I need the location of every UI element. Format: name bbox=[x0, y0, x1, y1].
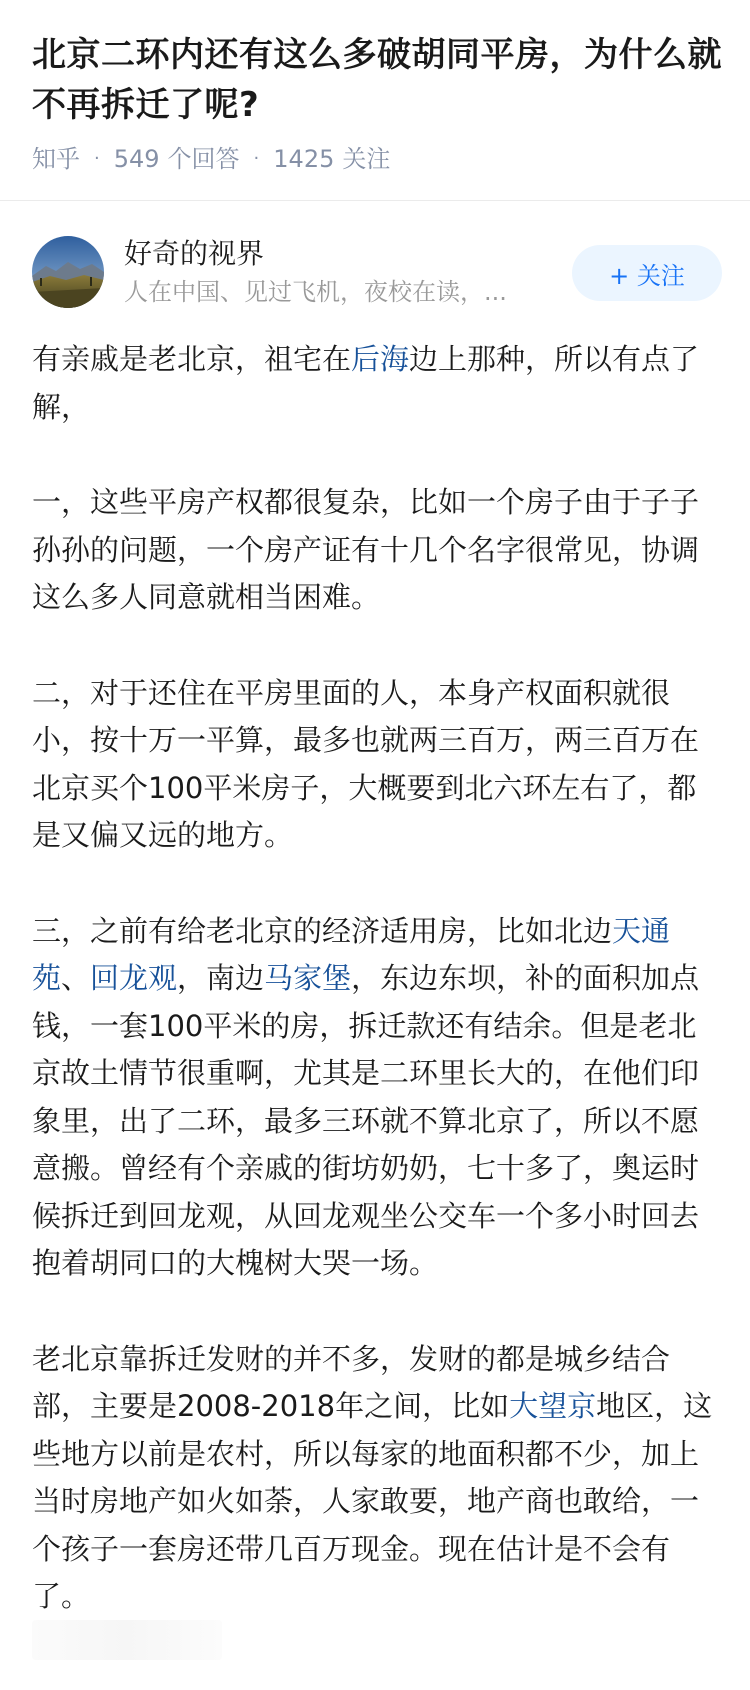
avatar-landscape-image bbox=[32, 236, 104, 308]
paragraph-text: 有亲戚是老北京，祖宅在 bbox=[32, 342, 352, 376]
author-bar bbox=[32, 236, 722, 310]
follow-count: 1425 bbox=[273, 145, 335, 173]
paragraph-text: 老北京靠拆迁发财的并不多，发财的都是城乡结合部，主要是2008-2018年之间，比如 bbox=[32, 1341, 671, 1423]
link-dawangjing[interactable]: 大望京 bbox=[509, 1389, 597, 1423]
paragraph-text: ，南边 bbox=[177, 961, 265, 995]
paragraph-text: 三，之前有给老北京的经济适用房，比如北边 bbox=[32, 913, 613, 948]
meta-separator: · bbox=[94, 148, 100, 169]
follow-button-label: + 关注 bbox=[609, 261, 685, 290]
question-header bbox=[32, 30, 722, 176]
link-houhai[interactable]: 后海 bbox=[351, 342, 410, 376]
link-tiantongyuan[interactable]: 天通苑 bbox=[32, 913, 671, 995]
paragraph-text: 、 bbox=[61, 961, 91, 995]
paragraph-text: 边上那种，所以有点了解， bbox=[32, 342, 700, 424]
faded-watermark bbox=[32, 1620, 222, 1660]
answer-paragraph bbox=[32, 1336, 722, 1621]
answer-paragraph: 二，对于还住在平房里面的人，本身产权面积就很小，按十万一平算，最多也就两三百万，两三百万在北京买个100平米房子，大概要到北六环左右了，都是又偏又远的地方。 bbox=[32, 675, 700, 852]
question-meta bbox=[32, 142, 722, 176]
answer-paragraph: 一，这些平房产权都很复杂，比如一个房子由于子子孙孙的问题，一个房产证有十几个名字很常见，协调这么多人同意就相当困难。 bbox=[32, 485, 700, 614]
follow-button[interactable] bbox=[572, 245, 722, 301]
header-divider bbox=[0, 200, 750, 201]
link-huilongguan[interactable]: 回龙观 bbox=[90, 961, 178, 995]
author-info bbox=[124, 236, 554, 308]
author-bio: 人在中国、见过飞机，夜校在读，... bbox=[124, 278, 507, 306]
answer-body bbox=[32, 336, 722, 1669]
source-label[interactable]: 知乎 bbox=[32, 145, 80, 173]
link-majiapu[interactable]: 马家堡 bbox=[264, 961, 352, 995]
follow-count-label: 关注 bbox=[342, 145, 391, 173]
answer-count: 549 bbox=[113, 145, 160, 173]
author-name[interactable]: 好奇的视界 bbox=[124, 237, 265, 270]
answer-paragraph bbox=[32, 336, 722, 431]
answer-paragraph bbox=[32, 908, 722, 1288]
meta-separator: · bbox=[253, 148, 260, 169]
paragraph-text: 地区，这些地方以前是农村，所以每家的地面积都不少，加上当时房地产如火如荼，人家敢要，地产商也敢给，一个孩子一套房还带几百万现金。现在估计是不会有了。 bbox=[32, 1389, 713, 1613]
answer-count-label: 个回答 bbox=[167, 145, 240, 173]
paragraph-text: ，东边东坝，补的面积加点钱，一套100平米的房，拆迁款还有结余。但是老北京故土情节很重啊，尤其是二环里长大的，在他们印象里，出了二环，最多三环就不算北京了，所以不愿意搬。曾经有个亲戚的街坊奶奶，七十多了，奥运时候拆迁到回龙观，从回龙观坐公交车一个多小时回去抱着胡同口的大槐树大哭一场。 bbox=[32, 961, 700, 1280]
question-title[interactable]: 北京二环内还有这么多破胡同平房，为什么就不再拆迁了呢? bbox=[32, 35, 722, 125]
avatar[interactable] bbox=[32, 236, 104, 308]
